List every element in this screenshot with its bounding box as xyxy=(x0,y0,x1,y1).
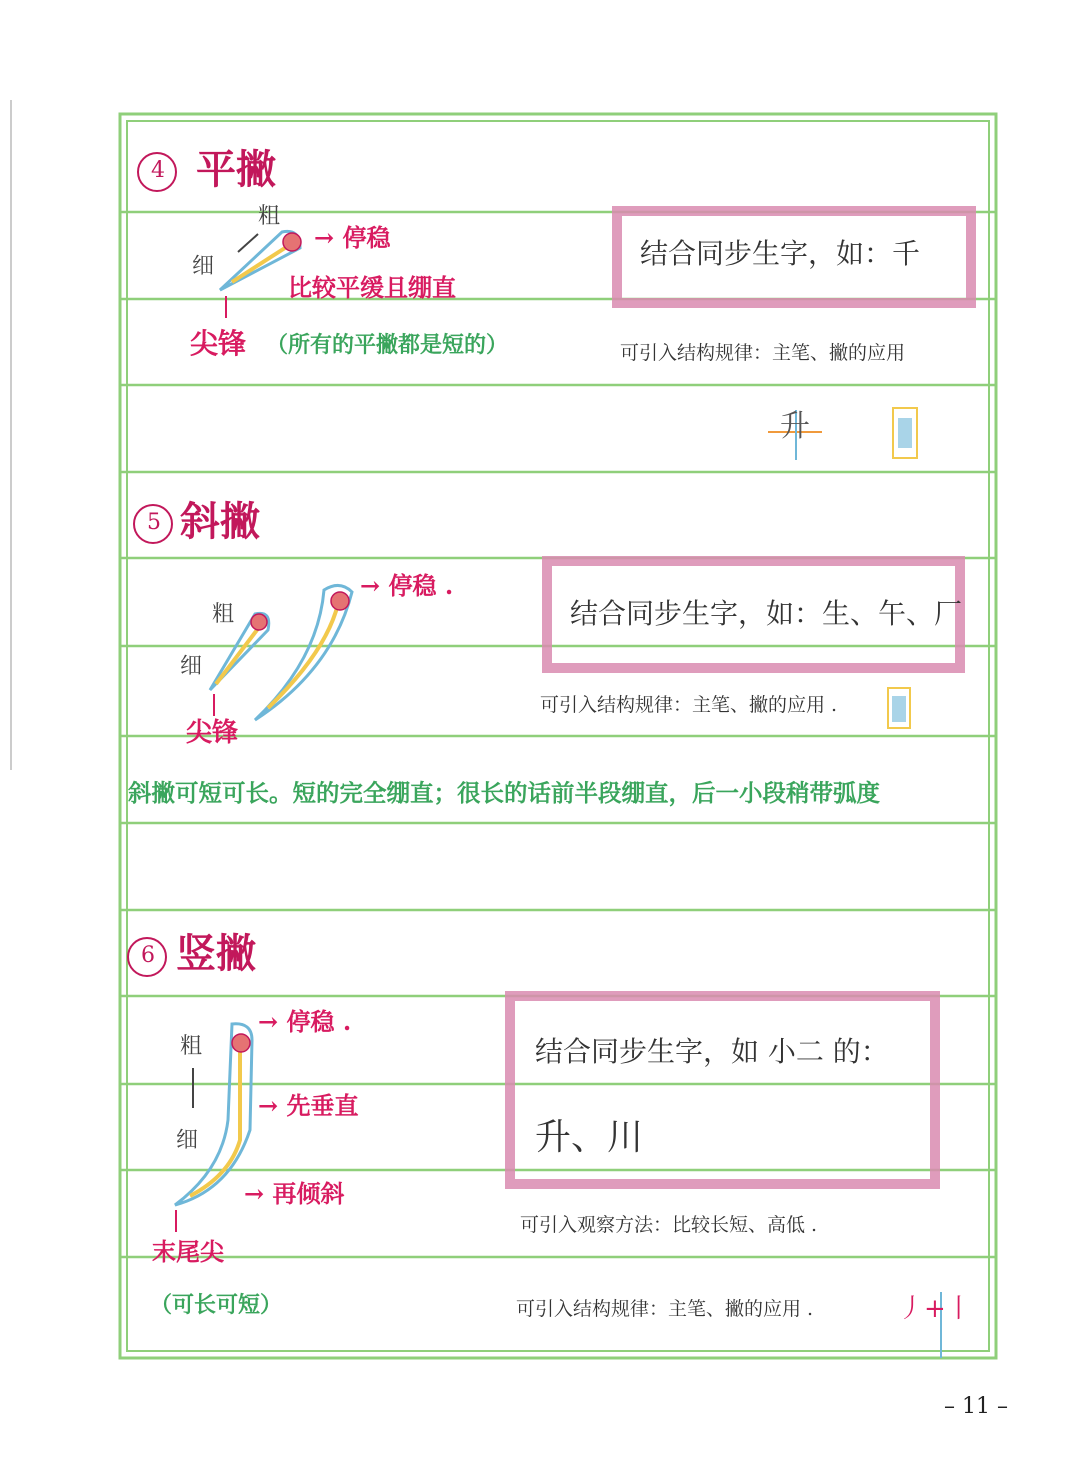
section-4-thick-label: 粗 xyxy=(258,204,281,229)
section-4-stop-label: → 停稳 xyxy=(314,223,391,252)
section-4-number: 4 xyxy=(151,158,165,183)
section-4-rule-text: 可引入结构规律：主笔、撇的应用 xyxy=(620,342,906,364)
section-6-vertical-label: → 先垂直 xyxy=(258,1091,359,1120)
section-4-straight-label: 比较平缓且绷直 xyxy=(288,273,456,302)
section-5-title: 斜撇 xyxy=(180,498,260,545)
section-6-number: 6 xyxy=(141,943,155,968)
section-6-box-text-1: 结合同步生字，如 小二 的： xyxy=(535,1035,889,1068)
section-6-example-char: 丿+丨 xyxy=(898,1294,972,1324)
section-4-tip-label: 尖锋 xyxy=(190,327,247,360)
section-4-note: （所有的平撇都是短的） xyxy=(266,332,509,358)
section-6-observe-text: 可引入观察方法：比较长短、高低 . xyxy=(520,1214,818,1236)
section-5-box-text: 结合同步生字，如：生、午、厂 xyxy=(570,597,963,630)
section-6-tail-label: 末尾尖 xyxy=(152,1237,224,1266)
section-4-title: 平撇 xyxy=(196,146,276,193)
section-4-example-char: 升 xyxy=(780,409,810,444)
section-6-thin-label: 细 xyxy=(176,1128,199,1153)
section-5-number: 5 xyxy=(147,510,161,535)
section-6-stop-label: → 停稳 . xyxy=(258,1007,352,1036)
page-number: – 11 – xyxy=(944,1394,1008,1419)
section-6-tilt-label: → 再倾斜 xyxy=(244,1179,345,1208)
section-6-rule-text: 可引入结构规律：主笔、撇的应用 . xyxy=(516,1298,814,1320)
section-6-box-text-2: 升、川 xyxy=(535,1117,644,1158)
section-5-tip-label: 尖锋 xyxy=(186,718,239,748)
section-5-thick-label: 粗 xyxy=(212,602,235,627)
section-4-thin-label: 细 xyxy=(192,254,215,279)
section-6-note: （可长可短） xyxy=(150,1292,283,1318)
section-5-long-note: 斜撇可短可长。短的完全绷直；很长的话前半段绷直，后一小段稍带弧度 xyxy=(128,779,880,807)
section-5-stop-label: → 停稳 . xyxy=(360,571,454,600)
section-4-box-text: 结合同步生字，如：千 xyxy=(640,237,921,270)
section-6-title: 竖撇 xyxy=(176,930,256,977)
section-5-rule-text: 可引入结构规律：主笔、撇的应用 . xyxy=(540,694,838,716)
section-6-thick-label: 粗 xyxy=(180,1034,203,1059)
section-5-thin-label: 细 xyxy=(180,654,203,679)
